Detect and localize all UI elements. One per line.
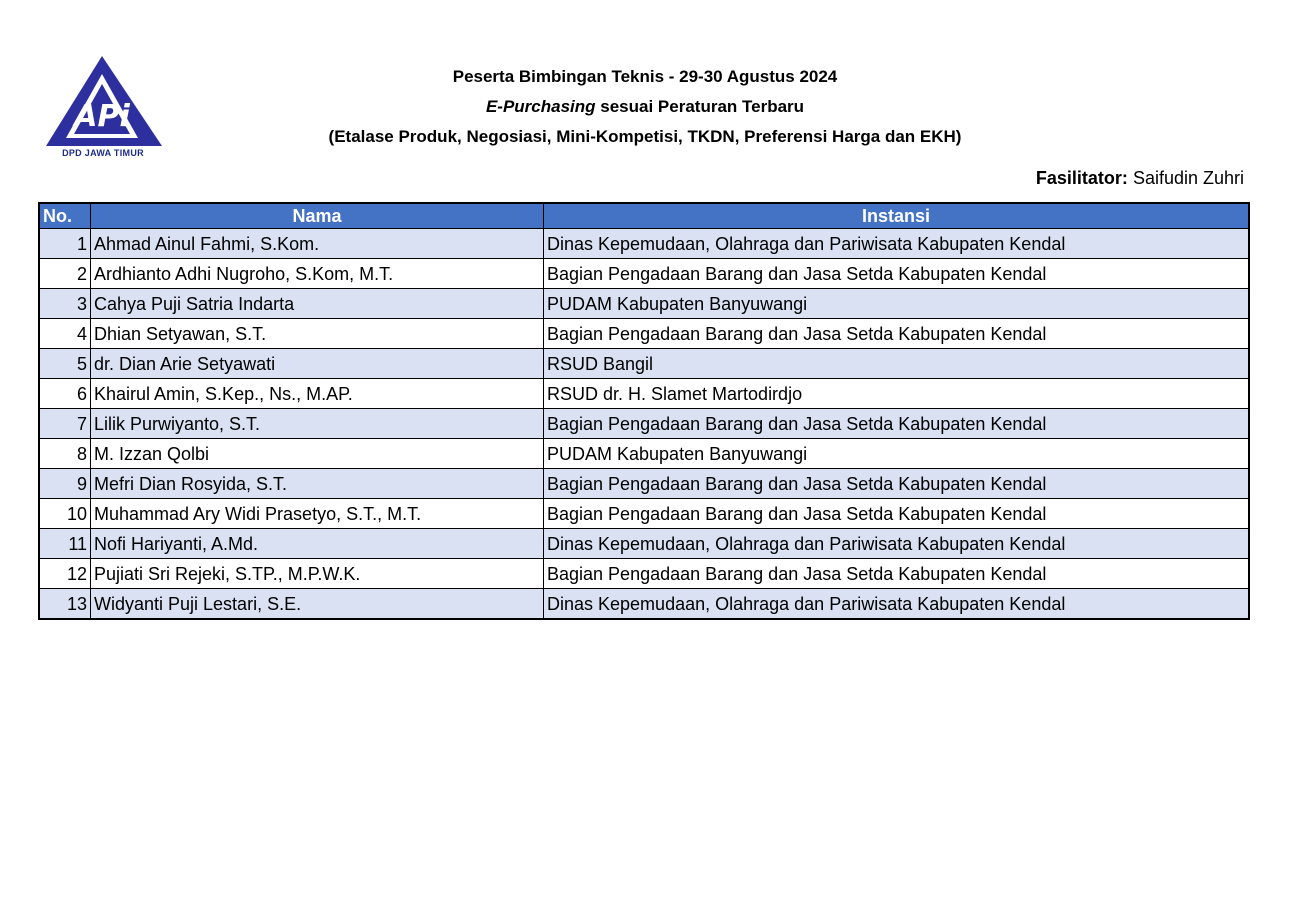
cell-instansi: Bagian Pengadaan Barang dan Jasa Setda Kabupaten Kendal bbox=[544, 499, 1250, 529]
cell-nama: Muhammad Ary Widi Prasetyo, S.T., M.T. bbox=[91, 499, 544, 529]
cell-instansi: RSUD dr. H. Slamet Martodirdjo bbox=[544, 379, 1250, 409]
table-row bbox=[39, 469, 1249, 499]
cell-nama: M. Izzan Qolbi bbox=[91, 439, 544, 469]
cell-no: 13 bbox=[39, 589, 91, 620]
cell-nama: Ardhianto Adhi Nugroho, S.Kom, M.T. bbox=[91, 259, 544, 289]
cell-no: 8 bbox=[39, 439, 91, 469]
cell-instansi: Bagian Pengadaan Barang dan Jasa Setda Kabupaten Kendal bbox=[544, 559, 1250, 589]
table-row bbox=[39, 499, 1249, 529]
table-row bbox=[39, 589, 1249, 620]
cell-no: 1 bbox=[39, 229, 91, 259]
title-line-1: Peserta Bimbingan Teknis - 29-30 Agustus 2024 bbox=[452, 67, 838, 86]
cell-no: 4 bbox=[39, 319, 91, 349]
cell-no: 6 bbox=[39, 379, 91, 409]
table-row bbox=[39, 529, 1249, 559]
title-line-2-italic: E-Purchasing bbox=[485, 97, 596, 116]
table-header-row bbox=[39, 203, 1249, 229]
cell-nama: Pujiati Sri Rejeki, S.TP., M.P.W.K. bbox=[91, 559, 544, 589]
cell-instansi: Bagian Pengadaan Barang dan Jasa Setda Kabupaten Kendal bbox=[544, 259, 1250, 289]
table-row bbox=[39, 289, 1249, 319]
cell-instansi: PUDAM Kabupaten Banyuwangi bbox=[544, 439, 1250, 469]
cell-nama: Khairul Amin, S.Kep., Ns., M.AP. bbox=[91, 379, 544, 409]
document-title bbox=[0, 62, 1290, 152]
svg-text:APi: APi bbox=[74, 99, 130, 134]
facilitator-label: Fasilitator: bbox=[1035, 168, 1128, 188]
table-row bbox=[39, 379, 1249, 409]
cell-no: 5 bbox=[39, 349, 91, 379]
title-line-3: (Etalase Produk, Negosiasi, Mini-Kompetisi, TKDN, Preferensi Harga dan EKH) bbox=[328, 127, 962, 146]
cell-nama: dr. Dian Arie Setyawati bbox=[91, 349, 544, 379]
cell-instansi: Bagian Pengadaan Barang dan Jasa Setda Kabupaten Kendal bbox=[544, 409, 1250, 439]
cell-instansi: Bagian Pengadaan Barang dan Jasa Setda Kabupaten Kendal bbox=[544, 319, 1250, 349]
cell-no: 7 bbox=[39, 409, 91, 439]
cell-no: 2 bbox=[39, 259, 91, 289]
column-header-no: No. bbox=[39, 203, 91, 229]
table-row bbox=[39, 259, 1249, 289]
cell-no: 12 bbox=[39, 559, 91, 589]
cell-nama: Dhian Setyawan, S.T. bbox=[91, 319, 544, 349]
cell-instansi: Dinas Kepemudaan, Olahraga dan Pariwisata Kabupaten Kendal bbox=[544, 529, 1250, 559]
title-line-2 bbox=[0, 92, 1290, 122]
cell-nama: Lilik Purwiyanto, S.T. bbox=[91, 409, 544, 439]
column-header-instansi: Instansi bbox=[544, 203, 1250, 229]
table-row bbox=[39, 559, 1249, 589]
cell-instansi: PUDAM Kabupaten Banyuwangi bbox=[544, 289, 1250, 319]
table-row bbox=[39, 319, 1249, 349]
logo-caption: DPD JAWA TIMUR bbox=[62, 148, 144, 158]
cell-instansi: RSUD Bangil bbox=[544, 349, 1250, 379]
title-line-2-rest: sesuai Peraturan Terbaru bbox=[595, 97, 805, 116]
cell-nama: Nofi Hariyanti, A.Md. bbox=[91, 529, 544, 559]
cell-nama: Widyanti Puji Lestari, S.E. bbox=[91, 589, 544, 620]
participants-table bbox=[38, 202, 1250, 620]
cell-instansi: Dinas Kepemudaan, Olahraga dan Pariwisata Kabupaten Kendal bbox=[544, 589, 1250, 620]
table-row bbox=[39, 409, 1249, 439]
column-header-nama: Nama bbox=[91, 203, 544, 229]
cell-no: 9 bbox=[39, 469, 91, 499]
cell-no: 10 bbox=[39, 499, 91, 529]
cell-instansi: Dinas Kepemudaan, Olahraga dan Pariwisata Kabupaten Kendal bbox=[544, 229, 1250, 259]
cell-no: 3 bbox=[39, 289, 91, 319]
cell-nama: Ahmad Ainul Fahmi, S.Kom. bbox=[91, 229, 544, 259]
cell-instansi: Bagian Pengadaan Barang dan Jasa Setda Kabupaten Kendal bbox=[544, 469, 1250, 499]
facilitator-name: Saifudin Zuhri bbox=[1132, 168, 1244, 188]
cell-nama: Cahya Puji Satria Indarta bbox=[91, 289, 544, 319]
cell-no: 11 bbox=[39, 529, 91, 559]
table-row bbox=[39, 439, 1249, 469]
facilitator bbox=[1036, 166, 1244, 190]
table-row bbox=[39, 349, 1249, 379]
table-row bbox=[39, 229, 1249, 259]
cell-nama: Mefri Dian Rosyida, S.T. bbox=[91, 469, 544, 499]
